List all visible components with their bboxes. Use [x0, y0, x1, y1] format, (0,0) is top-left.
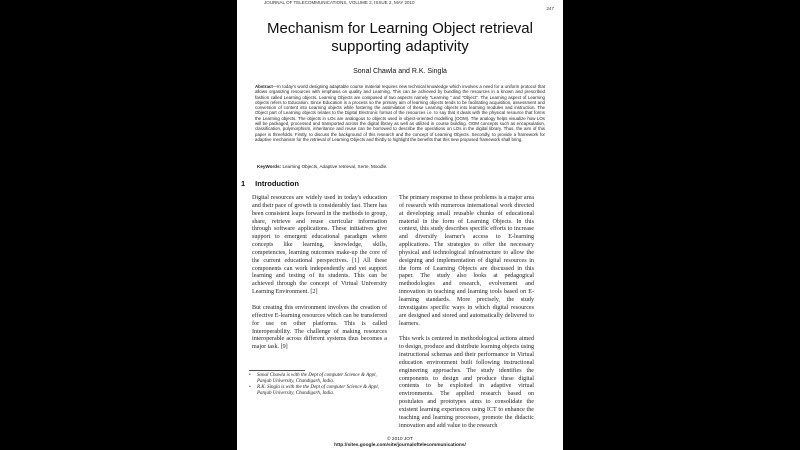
paragraph: This work is centered in methodological actions aimed to design, produce and distribute learning objects using instructional schemas and their performance in Virtual education environment built following instructional engineering approaches. The study identifies the components to design and produce these digital contents to be exploited in adaptive virtual environments. The applied research based on postulates and prototypes aims to consolidate the existent learning experiences using ICT to enhance the teaching and learning processes, promote the didactic innovation and add value to the research [399, 336, 534, 429]
journal-url[interactable]: http://sites.google.com/site/journaloftelecommunications/ [334, 443, 466, 448]
paragraph: The primary response to these problems is a major area of research with numerous international work directed at developing small reusable chunks of educational material in the form of Learning Objects. In this context, this study describes specific efforts to increase and diversify learner's access to E-learning applications. The strategies to offer the necessary physical and technological infrastructure to allow the designing and implementation of digital resources in the form of Learning Objects are discussed in this paper. The study also looks at pedagogical methodologies and research, evolvement and innovation in teaching and learning tools based on E-learning standards. More precisely, the study investigates specific ways in which digital resources are designed and stored and automatically delivered to learners. [399, 195, 534, 327]
footnote [249, 385, 389, 397]
bullet-icon: • [249, 373, 251, 378]
bullet-icon: • [249, 385, 251, 391]
copyright: © 2010 JOT [387, 437, 413, 442]
page-footer [237, 437, 563, 449]
footnotes [249, 373, 389, 398]
title-line-2: supporting adaptivity [331, 38, 469, 55]
page-number: 247 [546, 6, 554, 11]
footnote [249, 373, 389, 385]
footnote-text: Sonal Chawla is with the Dept of computer Science & Appl, Panjab University, Chandigarh, India. [257, 373, 377, 384]
left-column [252, 195, 387, 360]
section-heading [241, 179, 299, 188]
abstract-text: —In today's world designing adaptable course material requires new technical knowledge which involves a need for a uniform protocol that allows organizing resources with emphasis on quality and Learning. This can be achieved by bundling the resources in a known and prescribed fashion called Learning objects. Learning Objects are composed of two aspects namely "Learning " and "Object". The Learning aspect of Learning objects refers to Education. Since Education is a process so the primary aim of learning objects tends to be facilitating acquisition, assessment and conversion of content into Learning objects while fostering the assimilation of these Learning objects into learning modules and instruction. The Object part of Learning objects relates to the Digital Electronic format of the resources i.e. to say that it deals with the physical resource that forms the Learning objects. The objects in LOs are analogous to objects used in object-oriented modelling (OOM). The analogy helps visualize how LOs will be packaged, processed and transported across the digital library as well as utilized in course building. OOM concepts such as encapsulation, classification, polymorphism, inheritance and reuse can be borrowed to describe the operations on LOs in the digital library. Thus, the aim of this paper is threefolds. Firstly, to discuss the background of this research and the concept of Learning Objects. Secondly, to provide a framework for adaptive mechanism for the retrieval of Learning Objects and thirdly to highlight the benefits that this new proposed framework shall bring. [255, 84, 545, 142]
paper-page [237, 0, 563, 450]
journal-header: JOURNAL OF TELECOMMUNICATIONS, VOLUME 2, ISSUE 2, MAY 2010 [264, 0, 415, 5]
keywords-text: Learning Objects, Adaptive retrieval, Xerte, Moodle. [281, 164, 388, 169]
authors: Sonal Chawla and R.K. Singla [353, 68, 447, 75]
paragraph: Digital resources are widely used in today's education and their pace of growth is considerably fast. There has been consistent leaps forward in the methods to group, share, retrieve and reuse curricular information through software applications. These initiatives give support to emergent educational paradigm where concepts like learning, knowledge, skills, competencies, learning outcomes make-up the core of the current educational perspectives. [1] All these components can work independently and yet support learning and testing of its students. This can be achieved through the concept of Virtual University Learning Environment. [2] [252, 195, 387, 296]
keywords-label: KeyWords: [257, 164, 282, 169]
section-title: Introduction [255, 179, 299, 188]
footnote-text: R.K. Singla is with the the Dept of computer Science & Appl, Panjab University, Chandigarh, India. [257, 385, 379, 397]
abstract [255, 84, 545, 142]
paper-title [247, 20, 553, 56]
keywords [257, 164, 547, 169]
abstract-label: Abstract [255, 84, 273, 89]
section-number: 1 [241, 179, 246, 188]
running-header [264, 0, 554, 11]
footnote-divider [249, 370, 305, 371]
title-line-1: Mechanism for Learning Object retrieval [267, 20, 533, 37]
right-column [399, 195, 534, 438]
paragraph: But creating this environment involves the creation of effective E-learning resources which can be transferred for use on other platforms. This is called Interoperability. The challenge of making resources interoperable across different systems thus becomes a major task. [9] [252, 304, 387, 351]
